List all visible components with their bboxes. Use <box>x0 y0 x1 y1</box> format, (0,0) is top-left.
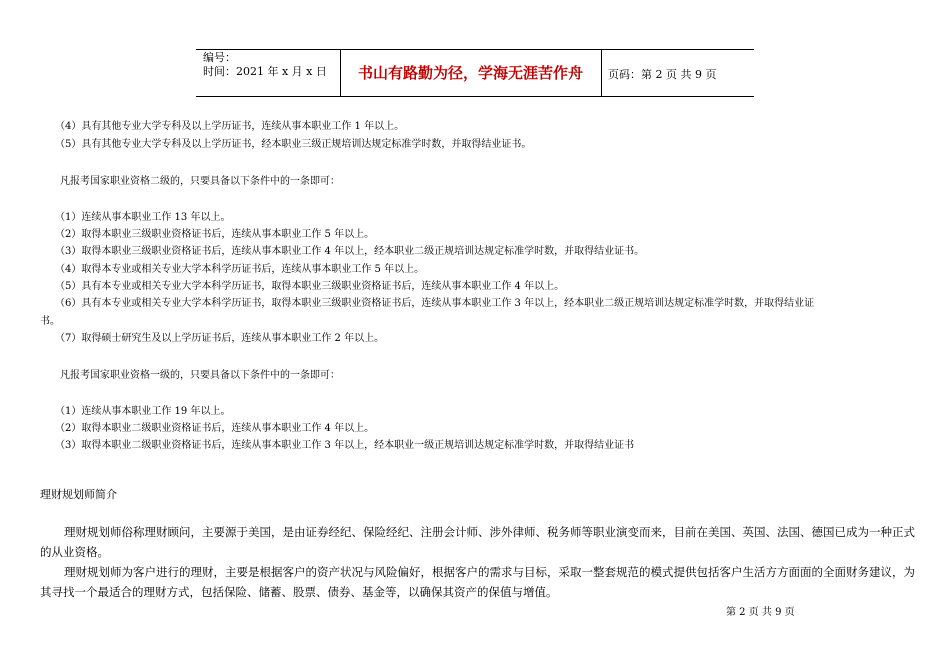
level1-intro: 凡报考国家职业资格一级的，只要具备以下条件中的一条即可： <box>60 370 340 381</box>
level1-item: （2）取得本职业二级职业资格证书后，连续从事本职业工作 4 年以上。 <box>55 423 375 434</box>
document-date: 时间：2021 年 x 月 x 日 <box>203 65 327 78</box>
level2-item: （2）取得本职业三级职业资格证书后，连续从事本职业工作 5 年以上。 <box>55 229 375 240</box>
level2-item: （3）取得本职业三级职业资格证书后，连续从事本职业工作 4 年以上，经本职业二级正规培训达规定标准学时数，并取得结业证书。 <box>55 246 645 257</box>
level2-item: （5）具有本专业或相关专业大学本科学历证书，取得本职业三级职业资格证书后，连续从事本职业工作 4 年以上。 <box>55 281 565 292</box>
intro-paragraph: 理财规划师俗称理财顾问，主要源于美国，是由证券经纪、保险经纪、注册会计师、涉外律师、税务师等职业演变而来，目前在美国、英国、法国、德国已成为一种正式的从业资格。 <box>40 525 915 559</box>
level2-intro: 凡报考国家职业资格二级的，只要具备以下条件中的一条即可： <box>60 176 340 187</box>
condition-item: （5）具有其他专业大学专科及以上学历证书，经本职业三级正规培训达规定标准学时数，并取得结业证书。 <box>55 139 532 150</box>
condition-item: （4）具有其他专业大学专科及以上学历证书，连续从事本职业工作 1 年以上。 <box>55 121 405 132</box>
header-motto: 书山有路勤为径，学海无涯苦作舟 <box>357 64 583 82</box>
level1-item: （1）连续从事本职业工作 19 年以上。 <box>55 406 231 417</box>
level2-item: 书。 <box>40 316 60 327</box>
header-meta <box>203 51 327 79</box>
level2-item: （4）取得本专业或相关专业大学本科学历证书后，连续从事本职业工作 5 年以上。 <box>55 264 425 275</box>
header-page-info: 页码：第 2 页 共 9 页 <box>608 68 717 81</box>
intro-paragraph: 理财规划师为客户进行的理财，主要是根据客户的资产状况与风险偏好，根据客户的需求与目标，采取一整套规范的模式提供包括客户生活方方面面的全面财务建议，为其寻找一个最适合的理财方式，包括保险、储蓄、股票、债券、基金等，以确保其资产的保值与增值。 <box>40 565 915 599</box>
document-number-label: 编号： <box>203 51 236 64</box>
level1-item: （3）取得本职业二级职业资格证书后，连续从事本职业工作 3 年以上，经本职业一级正规培训达规定标准学时数，并取得结业证书 <box>55 440 635 451</box>
header-bottom-border <box>196 96 754 97</box>
footer-page-number: 第 2 页 共 9 页 <box>726 607 795 618</box>
header-divider-right <box>601 49 602 96</box>
level2-item: （1）连续从事本职业工作 13 年以上。 <box>55 212 231 223</box>
level2-item: （6）具有本专业或相关专业大学本科学历证书，取得本职业三级职业资格证书后，连续从事本职业工作 3 年以上，经本职业二级正规培训达规定标准学时数，并取得结业证 <box>55 298 815 309</box>
level2-item: （7）取得硕士研究生及以上学历证书后，连续从事本职业工作 2 年以上。 <box>55 333 385 344</box>
header-top-border <box>196 49 754 50</box>
section-title: 理财规划师简介 <box>40 488 117 501</box>
